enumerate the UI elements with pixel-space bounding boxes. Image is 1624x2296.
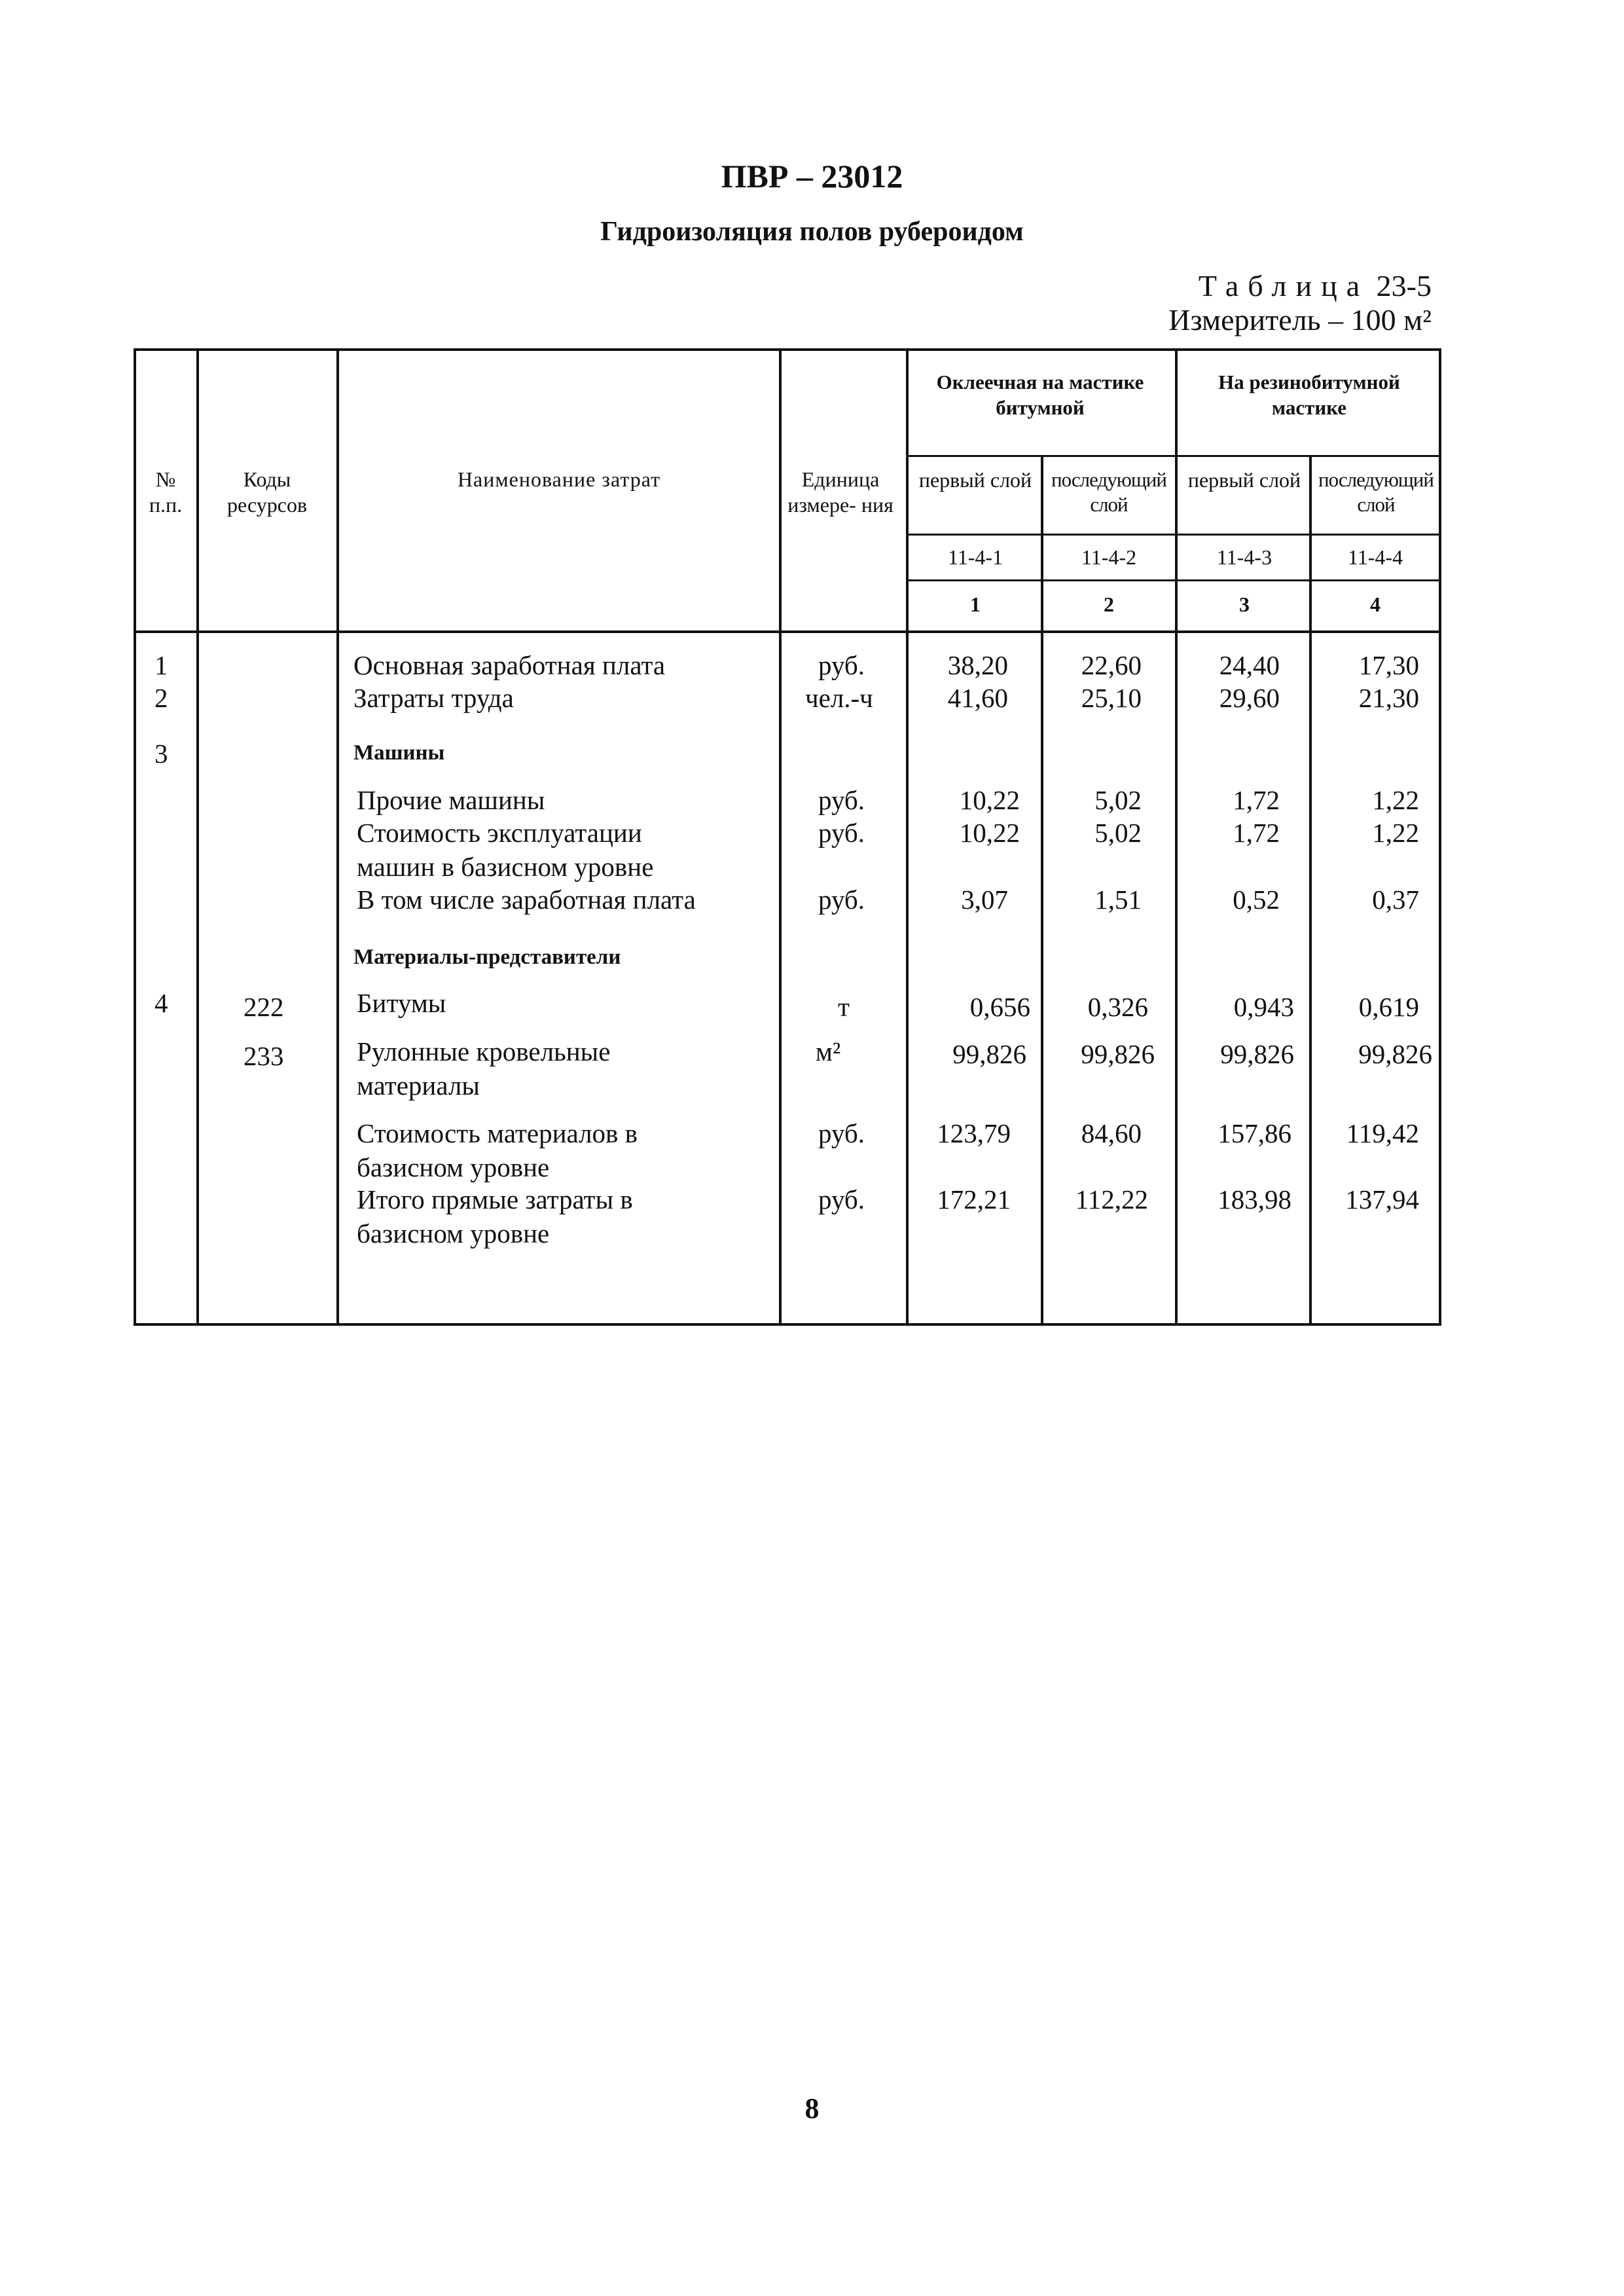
- row-total-direct-cost-value-1: 172,21: [937, 1184, 1011, 1214]
- row-bitumen-code: 222: [244, 992, 284, 1022]
- column-header-unit: Единица измере- ния: [787, 467, 893, 517]
- row-2-value-4: 21,30: [1358, 683, 1419, 713]
- row-1-unit: руб.: [818, 650, 865, 680]
- group-header-bitumen: Оклеечная на мастике битумной: [936, 371, 1144, 419]
- row-roll-materials-code: 233: [244, 1041, 284, 1071]
- column-divider-codes: [336, 348, 339, 1326]
- code-row-cell-2: 11-4-2: [1081, 545, 1137, 569]
- row-machine-cost-value-2: 5,02: [1094, 818, 1142, 848]
- row-other-machines-name: Прочие машины: [357, 785, 545, 815]
- index-row-cell-3: 3: [1239, 592, 1250, 616]
- row-2-value-2: 25,10: [1081, 683, 1142, 713]
- column-header-name: Наименование затрат: [457, 467, 661, 491]
- table-left-border: [134, 348, 136, 1326]
- row-1-name: Основная заработная плата: [353, 650, 666, 680]
- table-bottom-border: [134, 1323, 1441, 1326]
- subheader-4: последующий слой: [1318, 468, 1434, 516]
- row-2-value-1: 41,60: [947, 683, 1008, 713]
- row-machine-cost-name: Стоимость эксплуатации машин в базисном уровне: [357, 818, 654, 882]
- column-divider-num: [196, 348, 199, 1326]
- code-row-cell-4: 11-4-4: [1347, 545, 1403, 569]
- row-1-value-3: 24,40: [1219, 650, 1280, 680]
- subheader-2: последующий слой: [1051, 468, 1166, 516]
- row-incl-wages-value-1: 3,07: [961, 884, 1008, 915]
- row-other-machines-value-2: 5,02: [1094, 785, 1142, 815]
- column-divider-unit: [906, 348, 909, 1326]
- row-2-value-3: 29,60: [1219, 683, 1280, 713]
- column-divider-groups: [1175, 348, 1178, 1326]
- code-row-cell-3: 11-4-3: [1216, 545, 1272, 569]
- row-total-direct-cost-name: Итого прямые затраты в базисном уровне: [357, 1184, 633, 1248]
- index-row-cell-1: 1: [970, 592, 981, 616]
- column-divider-name: [779, 348, 782, 1326]
- row-bitumen-value-3: 0,943: [1233, 992, 1294, 1022]
- row-bitumen-value-1: 0,656: [969, 992, 1030, 1022]
- code-row-divider: [906, 579, 1441, 581]
- row-bitumen-value-2: 0,326: [1087, 992, 1148, 1022]
- code-row-cell-1: 11-4-1: [947, 545, 1003, 569]
- group-header-divider: [906, 455, 1441, 457]
- row-1-value-4: 17,30: [1358, 650, 1419, 680]
- row-bitumen-name: Битумы: [357, 988, 446, 1018]
- section-machines: Машины: [353, 741, 445, 765]
- row-1-num: 1: [154, 650, 168, 680]
- document-code: ПВР – 23012: [721, 158, 903, 194]
- section-representative-materials: Материалы-представители: [353, 945, 621, 969]
- row-2-name: Затраты труда: [353, 683, 514, 713]
- subheader-divider: [906, 534, 1441, 536]
- row-total-direct-cost-value-4: 137,94: [1345, 1184, 1419, 1214]
- table-word: Таблица: [1198, 269, 1369, 302]
- row-materials-cost-value-1: 123,79: [937, 1118, 1011, 1148]
- row-materials-cost-name: Стоимость материалов в базисном уровне: [357, 1118, 638, 1182]
- row-total-direct-cost-unit: руб.: [818, 1184, 865, 1214]
- document-title: Гидроизоляция полов рубероидом: [600, 217, 1024, 247]
- row-roll-materials-value-4: 99,826: [1358, 1039, 1432, 1069]
- row-roll-materials-unit: м²: [816, 1036, 841, 1066]
- row-other-machines-value-1: 10,22: [959, 785, 1020, 815]
- row-incl-wages-value-4: 0,37: [1372, 884, 1419, 915]
- row-1-value-2: 22,60: [1081, 650, 1142, 680]
- row-incl-wages-value-2: 1,51: [1094, 884, 1142, 915]
- row-machine-cost-value-1: 10,22: [959, 818, 1020, 848]
- row-machine-cost-value-4: 1,22: [1372, 818, 1419, 848]
- row-bitumen-unit: т: [838, 992, 850, 1022]
- row-roll-materials-name: Рулонные кровельные материалы: [357, 1036, 611, 1101]
- table-measure: Измеритель – 100 м²: [1168, 303, 1432, 337]
- row-1-value-1: 38,20: [947, 650, 1008, 680]
- table-number: 23-5: [1376, 269, 1432, 302]
- row-other-machines-value-4: 1,22: [1372, 785, 1419, 815]
- row-3-num: 3: [154, 738, 168, 769]
- row-other-machines-unit: руб.: [818, 785, 865, 815]
- row-total-direct-cost-value-2: 112,22: [1075, 1184, 1148, 1214]
- group-header-rubber-bitumen: На резинобитумной мастике: [1218, 371, 1400, 419]
- table-top-border: [134, 348, 1441, 351]
- row-other-machines-value-3: 1,72: [1233, 785, 1280, 815]
- row-materials-cost-value-3: 157,86: [1218, 1118, 1291, 1148]
- subheader-1: первый слой: [918, 468, 1032, 492]
- row-machine-cost-value-3: 1,72: [1233, 818, 1280, 848]
- row-4-num: 4: [154, 988, 168, 1018]
- row-2-num: 2: [154, 683, 168, 713]
- row-roll-materials-value-1: 99,826: [952, 1039, 1026, 1069]
- row-incl-wages-unit: руб.: [818, 884, 865, 915]
- page-number: 8: [804, 2092, 820, 2124]
- row-incl-wages-name: В том числе заработная плата: [357, 884, 696, 915]
- row-materials-cost-value-4: 119,42: [1346, 1118, 1419, 1148]
- header-bottom-border: [134, 630, 1441, 633]
- index-row-cell-4: 4: [1370, 592, 1380, 616]
- row-total-direct-cost-value-3: 183,98: [1218, 1184, 1291, 1214]
- subheader-3: первый слой: [1187, 468, 1301, 492]
- row-bitumen-value-4: 0,619: [1358, 992, 1419, 1022]
- row-roll-materials-value-3: 99,826: [1220, 1039, 1294, 1069]
- row-roll-materials-value-2: 99,826: [1081, 1039, 1155, 1069]
- column-header-codes: Коды ресурсов: [226, 467, 308, 517]
- column-header-num: № п.п.: [149, 467, 183, 517]
- row-machine-cost-unit: руб.: [818, 818, 865, 848]
- row-materials-cost-value-2: 84,60: [1081, 1118, 1142, 1148]
- row-materials-cost-unit: руб.: [818, 1118, 865, 1148]
- index-row-cell-2: 2: [1104, 592, 1114, 616]
- row-2-unit: чел.-ч: [805, 683, 873, 713]
- row-incl-wages-value-3: 0,52: [1233, 884, 1280, 915]
